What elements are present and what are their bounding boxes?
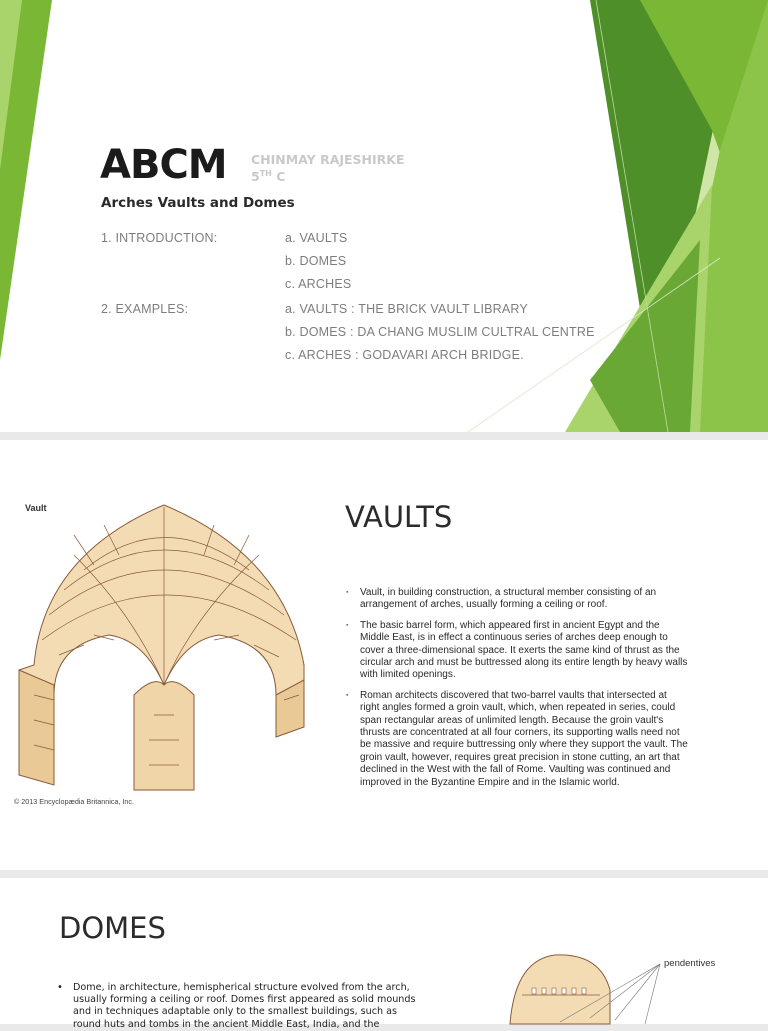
domes-heading: DOMES (59, 911, 166, 945)
vaults-bullet-list (344, 587, 689, 797)
author-class: 5TH C (251, 169, 286, 185)
toc-sub-vaults: a. VAULTS (285, 231, 348, 245)
vault-left-leg (19, 670, 54, 785)
domes-slide (0, 878, 768, 1030)
vaults-slide (0, 440, 768, 870)
vault-figure-label: Vault (25, 503, 47, 513)
toc-example-arch: c. ARCHES : GODAVARI ARCH BRIDGE. (285, 348, 524, 362)
vaults-bullet-3: ▪ Roman architects discovered that two-barrel vaults that intersected at right angles formed a groin vault, which, when repeated in series, could span rectangular areas of unlimited length. Because the groin vault's thrusts are concentrated at all four corners, its supporting walls need not be massive and require buttressing only where they support the vault. The groin vault, however, requires great precision in stone cutting, an art that declined in the West with the fall of Rome. Vaulting was continued and improved in the Byzantine Empire and in the Islamic world. (344, 690, 689, 789)
groin-vault-illustration (14, 495, 314, 795)
pendentives-label: pendentives (664, 958, 716, 969)
title-slide (0, 0, 768, 432)
domes-bullet-list (57, 982, 417, 1031)
toc-sub-domes: b. DOMES (285, 254, 347, 268)
green-decoration (0, 0, 768, 432)
figure-credit: © 2013 Encyclopædia Britannica, Inc. (14, 797, 134, 806)
domes-bullet-1: • Dome, in architecture, hemispherical structure evolved from the arch, usually forming a ceiling or roof. Domes first appeared as solid mounds and in techniques adaptable only to the smallest buildings, such as round huts and tombs in the ancient Middle East, India, and the (57, 982, 417, 1031)
presentation-title: ABCM (100, 142, 227, 188)
toc-item-introduction: 1. INTRODUCTION: (101, 231, 218, 245)
toc-example-vault: a. VAULTS : THE BRICK VAULT LIBRARY (285, 302, 528, 316)
author-name: CHINMAY RAJESHIRKE (251, 152, 405, 167)
dome-shape (510, 955, 610, 1024)
vaults-bullet-2: ▪ The basic barrel form, which appeared first in ancient Egypt and the Middle East, is in effect a continuous series of arches deep enough to cover a three-dimensional space. It exerts the same kind of thrust as the circular arch and must be buttressed along its entire length by heavy walls with limited openings. (344, 620, 689, 682)
vaults-bullet-1: ▪ Vault, in building construction, a structural member consisting of an arrangement of arches, usually forming a ceiling or roof. (344, 587, 689, 612)
toc-sub-arches: c. ARCHES (285, 277, 352, 291)
vaults-heading: VAULTS (345, 500, 453, 534)
vault-center-leg (134, 682, 194, 790)
toc-example-dome: b. DOMES : DA CHANG MUSLIM CULTRAL CENTRE (285, 325, 595, 339)
subtitle: Arches Vaults and Domes (101, 195, 295, 211)
toc-item-examples: 2. EXAMPLES: (101, 302, 189, 316)
